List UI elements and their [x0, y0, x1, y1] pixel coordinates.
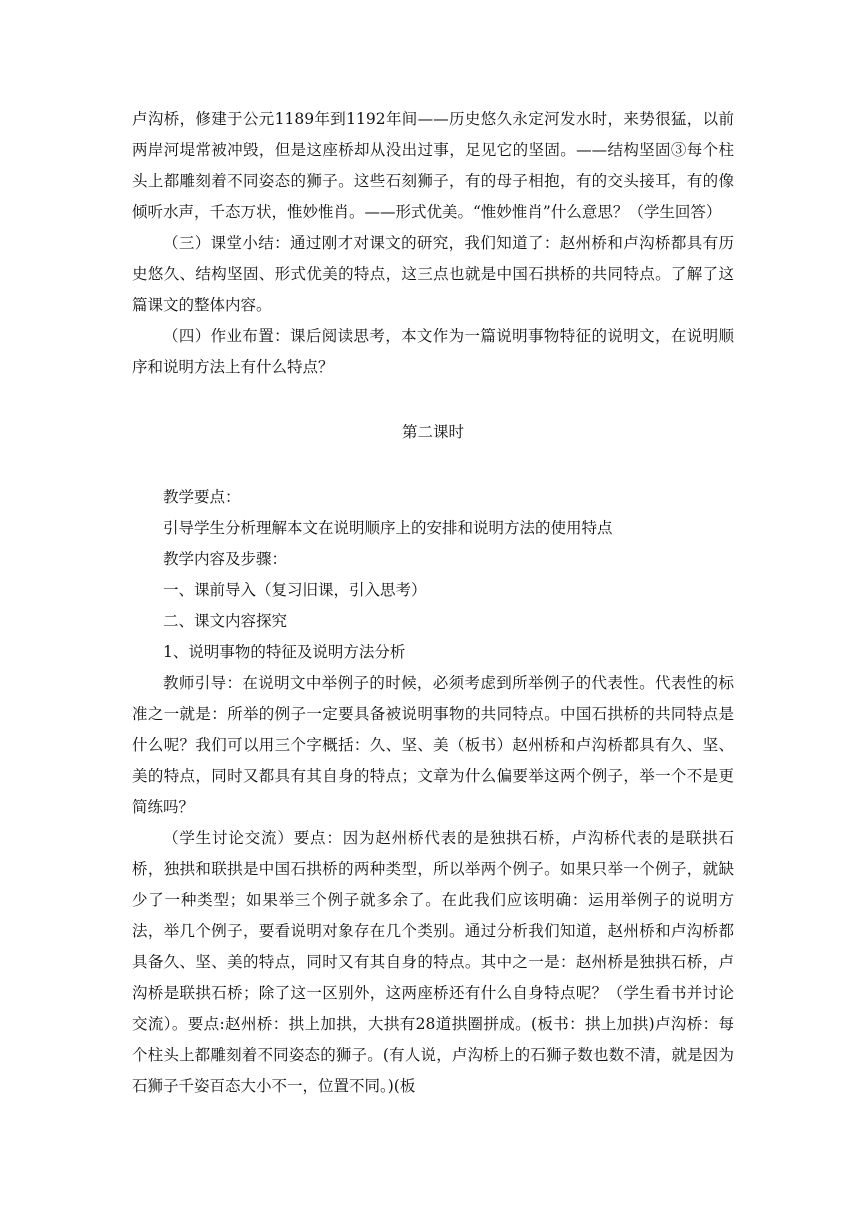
- step-two: 二、课文内容探究: [163, 612, 288, 630]
- paragraph-lugou-bridge: 卢沟桥，修建于公元1189年到1192年间——历史悠久永定河发水时，来势很猛，以前两岸河堤常被冲毁，但是这座桥却从没出过事，足见它的坚固。——结构坚固③每个柱头上都雕刻着不同姿态的狮子。这些石刻狮子，有的母子相抱，有的交头接耳，有的像倾听水声，千态万状，惟妙惟肖。——形式优美。“惟妙惟肖”什么意思？（学生回答）: [132, 110, 734, 221]
- sub-step-one: 1、说明事物的特征及说明方法分析: [163, 643, 406, 661]
- teaching-points-text: 引导学生分析理解本文在说明顺序上的安排和说明方法的使用特点: [163, 519, 613, 537]
- document-body: [132, 104, 734, 1102]
- section-heading: 第二课时: [401, 423, 464, 441]
- teaching-steps-label: 教学内容及步骤：: [163, 550, 288, 568]
- teaching-points-label: 教学要点：: [163, 488, 241, 506]
- paragraph-class-summary: （三）课堂小结：通过刚才对课文的研究，我们知道了：赵州桥和卢沟桥都具有历史悠久、结构坚固、形式优美的特点，这三点也就是中国石拱桥的共同特点。了解了这篇课文的整体内容。: [132, 234, 734, 314]
- paragraph-homework: （四）作业布置：课后阅读思考，本文作为一篇说明事物特征的说明文，在说明顺序和说明方法上有什么特点？: [132, 327, 734, 376]
- paragraph-student-discussion: （学生讨论交流）要点：因为赵州桥代表的是独拱石桥，卢沟桥代表的是联拱石桥，独拱和联拱是中国石拱桥的两种类型，所以举两个例子。如果只举一个例子，就缺少了一种类型；如果举三个例子就多余了。在此我们应该明确：运用举例子的说明方法，举几个例子，要看说明对象存在几个类别。通过分析我们知道，赵州桥和卢沟桥都具备久、坚、美的特点，同时又有其自身的特点。其中之一是：赵州桥是独拱石桥，卢沟桥是联拱石桥；除了这一区别外，这两座桥还有什么自身特点呢？（学生看书并讨论交流）。要点:赵州桥：拱上加拱，大拱有28道拱圈拼成。(板书：拱上加拱)卢沟桥：每个柱头上都雕刻着不同姿态的狮子。(有人说，卢沟桥上的石狮子数也数不清，就是因为石狮子千姿百态大小不一，位置不同。)(板: [132, 829, 734, 1095]
- paragraph-teacher-guidance: 教师引导：在说明文中举例子的时候，必须考虑到所举例子的代表性。代表性的标准之一就是：所举的例子一定要具备被说明事物的共同特点。中国石拱桥的共同特点是什么呢？我们可以用三个字概括：久、坚、美（板书）赵州桥和卢沟桥都具有久、坚、美的特点，同时又都具有其自身的特点；文章为什么偏要举这两个例子，举一个不是更简练吗？: [132, 674, 734, 816]
- step-one: 一、课前导入（复习旧课，引入思考）: [163, 581, 427, 599]
